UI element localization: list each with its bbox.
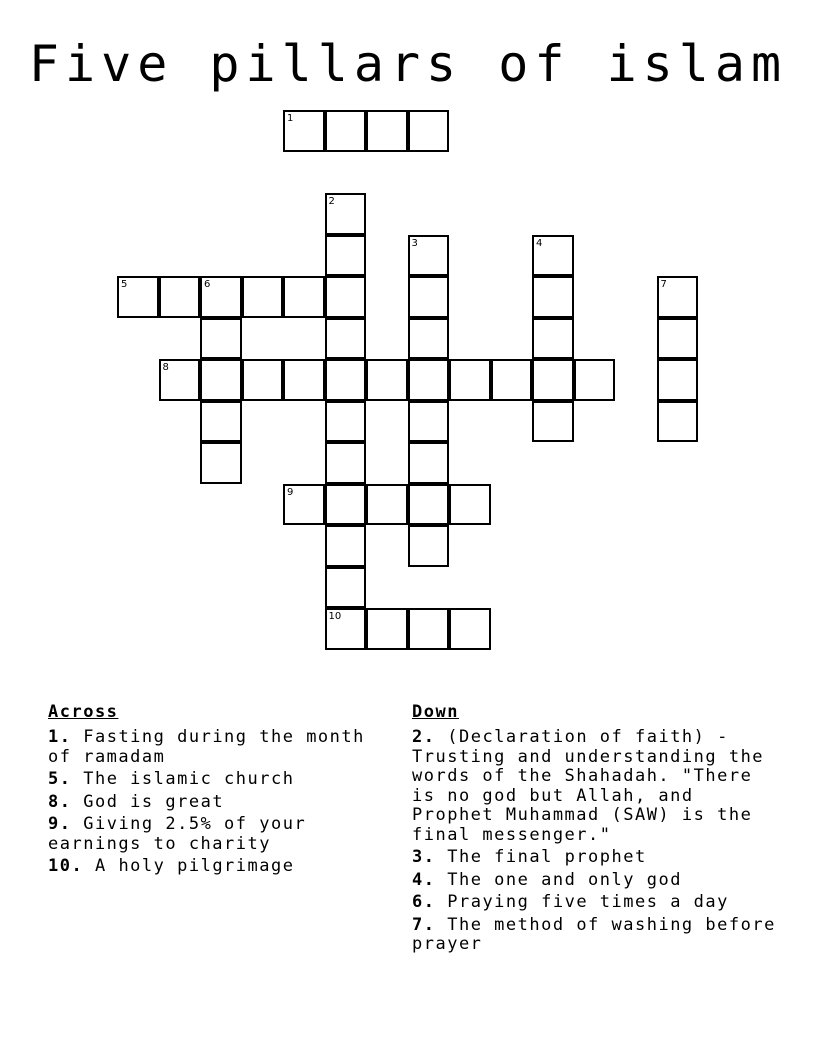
clue-number: 7. [412,914,436,935]
grid-cell[interactable] [449,359,491,401]
grid-cell[interactable] [159,276,201,318]
grid-cell[interactable] [200,359,242,401]
clue-text: The islamic church [83,769,295,789]
clue-number-label: 2 [328,196,335,207]
clue-number-label: 9 [287,486,294,498]
across-clue-10 [48,857,388,877]
grid-cell[interactable] [657,401,699,443]
grid-cell[interactable] [325,110,367,152]
clue-text: Praying five times a day [447,892,729,912]
grid-cell[interactable] [408,276,450,318]
grid-cell[interactable] [200,401,242,443]
grid-cell[interactable] [325,359,367,401]
down-clues [412,702,782,958]
grid-cell[interactable] [408,401,450,443]
grid-cell[interactable] [449,484,491,526]
clue-number-label: 3 [411,237,418,249]
grid-cell[interactable] [325,401,367,443]
clue-number-label: 4 [536,237,543,249]
down-clue-6 [412,893,782,913]
down-clue-7 [412,916,782,955]
clue-text: The one and only god [447,869,682,890]
grid-cell[interactable] [283,110,325,152]
down-clue-2 [412,728,782,845]
grid-cell[interactable] [491,359,533,401]
grid-cell[interactable] [117,276,159,318]
clue-number: 4. [412,869,436,890]
grid-cell[interactable] [408,484,450,526]
grid-cell[interactable] [532,318,574,360]
grid-cell[interactable] [408,608,450,650]
grid-cell[interactable] [408,442,450,484]
grid-cell[interactable] [242,276,284,318]
across-clue-1 [48,728,388,767]
clue-number-label: 1 [287,113,294,124]
grid-cell[interactable] [366,484,408,526]
grid-cell[interactable] [283,359,325,401]
across-clues [48,702,388,880]
clue-number: 10. [48,856,84,876]
clue-number-label: 8 [162,362,169,373]
grid-cell[interactable] [325,567,367,609]
grid-cell[interactable] [449,608,491,650]
grid-cell[interactable] [325,608,367,650]
clue-number-label: 6 [204,279,211,290]
across-clue-9 [48,815,388,854]
page-title: Five pillars of islam [28,35,788,93]
grid-cell[interactable] [657,276,699,318]
grid-cell[interactable] [408,235,450,277]
down-clue-4 [412,871,782,891]
clue-number: 8. [48,791,72,812]
clue-text: The method of washing before prayer [412,914,776,954]
grid-cell[interactable] [408,359,450,401]
grid-cell[interactable] [366,359,408,401]
clue-number-label: 5 [121,279,128,290]
grid-cell[interactable] [200,276,242,318]
grid-cell[interactable] [408,110,450,152]
clue-number: 2. [412,727,436,747]
grid-cell[interactable] [242,359,284,401]
grid-cell[interactable] [532,401,574,443]
clue-text: Fasting during the month of ramadam [48,727,365,767]
grid-cell[interactable] [283,276,325,318]
clue-text: God is great [83,791,225,812]
clue-text: (Declaration of faith) - Trusting and understanding the words of the Shahadah. "There is no god but Allah, and Prophet Muhammad (SAW) is the final messenger." [412,727,765,845]
across-clue-8 [48,793,388,813]
grid-cell[interactable] [532,276,574,318]
clue-number: 3. [412,847,436,867]
clue-number: 6. [412,892,436,912]
grid-cell[interactable] [159,359,201,401]
grid-cell[interactable] [325,484,367,526]
grid-cell[interactable] [283,484,325,526]
across-clue-5 [48,770,388,790]
grid-cell[interactable] [325,442,367,484]
grid-cell[interactable] [657,359,699,401]
grid-cell[interactable] [657,318,699,360]
across-heading: Across [48,702,119,722]
grid-cell[interactable] [325,235,367,277]
clue-number-label: 10 [328,611,342,622]
clue-number-label: 7 [660,279,667,290]
clue-text: The final prophet [447,847,647,867]
grid-cell[interactable] [574,359,616,401]
clue-number: 9. [48,814,72,834]
grid-cell[interactable] [532,235,574,277]
down-clue-3 [412,848,782,868]
clue-number: 1. [48,727,72,747]
clue-text: A holy pilgrimage [94,856,295,876]
grid-cell[interactable] [200,442,242,484]
grid-cell[interactable] [325,276,367,318]
grid-cell[interactable] [408,525,450,567]
grid-cell[interactable] [366,608,408,650]
grid-cell[interactable] [325,525,367,567]
grid-cell[interactable] [366,110,408,152]
clue-number: 5. [48,769,72,789]
down-heading: Down [412,702,459,722]
grid-cell[interactable] [325,193,367,235]
grid-cell[interactable] [325,318,367,360]
grid-cell[interactable] [200,318,242,360]
grid-cell[interactable] [408,318,450,360]
clue-text: Giving 2.5% of your earnings to charity [48,814,307,854]
grid-cell[interactable] [532,359,574,401]
